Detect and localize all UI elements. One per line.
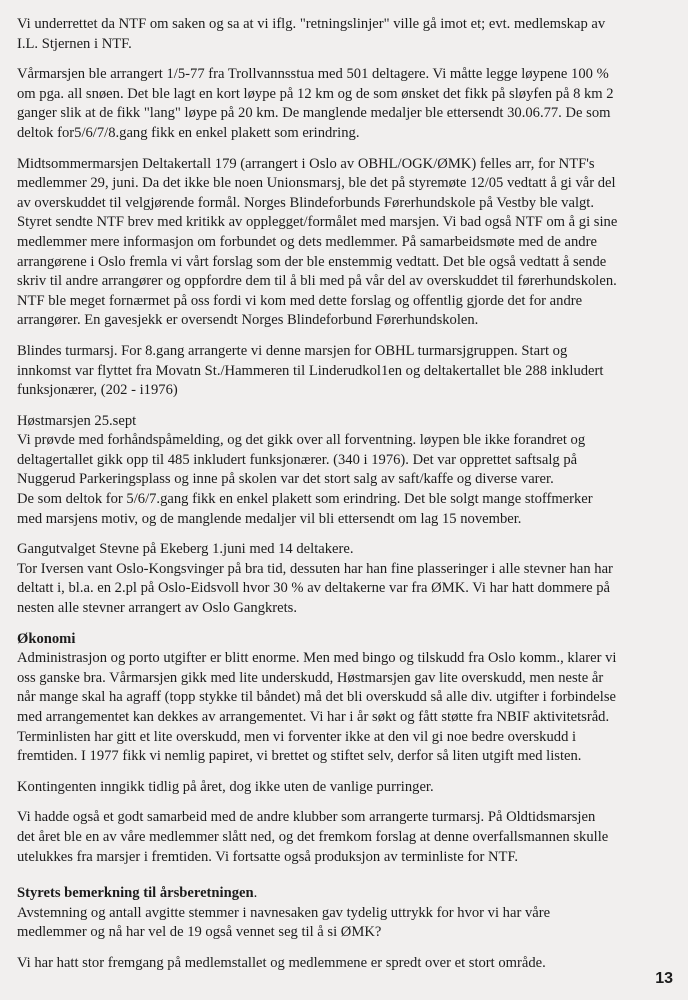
text-line: oss ganske bra. Vårmarsjen gikk med lite underskudd, Høstmarsjen gav lite overskudd, men neste år — [17, 669, 604, 686]
text-line: medlemmer og nå har vel de 19 også vennet seg til å si ØMK? — [17, 924, 382, 941]
heading-text: Styrets bemerkning til årsberetningen — [17, 885, 254, 902]
text-line: Styret sendte NTF brev med kritikk av opplegget/formålet med marsjen. Vi bad også NTF om å gi sine — [17, 214, 618, 231]
text-line: Vi underrettet da NTF om saken og sa at vi iflg. "retningslinjer" ville gå imot et; evt. medlemskap av — [17, 16, 606, 32]
text-line: med marsjens motiv, og de manglende medaljer vil bli ettersendt om lag 15 november. — [17, 510, 522, 527]
text-line: Nuggerud Parkeringsplass og inne på skolen var det stort salg av saft/kaffe og diverse varer. — [17, 471, 554, 488]
paragraph-hostmarsjen — [17, 412, 674, 530]
section-heading-okonomi: Økonomi — [17, 630, 76, 647]
text-line: NTF ble meget fornærmet på oss fordi vi kom med dette forslag og offentlig gjorde det for andre — [17, 292, 583, 309]
heading-punctuation: . — [253, 885, 258, 902]
text-line: De som deltok for 5/6/7.gang fikk en enkel plakett som erindring. Det ble solgt mange stoffmerker — [17, 491, 593, 508]
text-line: Høstmarsjen 25.sept — [17, 412, 137, 429]
paragraph-styrets — [17, 904, 674, 943]
text-line: innkomst var flyttet fra Movatn St./Hammeren til Linderudkol1en og deltakertallet ble 288 inkludert — [17, 362, 604, 379]
page-number: 13 — [655, 970, 673, 987]
paragraph-ntf-notice — [17, 15, 674, 54]
paragraph-midtsommer — [17, 155, 674, 331]
text-line: med arrangementet kan dekkes av arrangementet. Vi har i år søkt og fått støtte fra NBIF aktivitetsråd. — [17, 709, 610, 725]
paragraph-samarbeid — [17, 808, 674, 867]
text-line: medlemmer 29, juni. Da det ikke ble noen Unionsmarsj, ble det på styremøte 12/05 vedtatt å gi vår del — [17, 175, 616, 192]
text-line: Gangutvalget Stevne på Ekeberg 1.juni med 14 deltakere. — [17, 541, 354, 558]
paragraph-fremgang — [17, 954, 674, 974]
text-line: skriv til andre arrangører og oppfordre dem til å bli med på vår del av overskuddet til førerhundskolen. — [17, 273, 617, 290]
text-line: Avstemning og antall avgitte stemmer i navnesaken gav tydelig uttrykk for hvor vi har våre — [17, 904, 551, 921]
text-line: Tor Iversen vant Oslo-Kongsvinger på bra tid, dessuten har han fine plasseringer i alle stevner han har — [17, 560, 613, 577]
text-line: medlemmer mere informasjon om forbundet og dets medlemmer. På samarbeidsmøte med de andre — [17, 233, 597, 250]
text-line: Vi hadde også et godt samarbeid med de andre klubber som arrangerte turmarsj. På Oldtidsmarsjen — [17, 809, 596, 826]
paragraph-gangutvalget — [17, 540, 674, 618]
section-heading-styrets — [17, 884, 674, 904]
text-line: fremtiden. I 1977 fikk vi nemlig papiret, vi brettet og stiftet selv, derfor så liten utgift med listen. — [17, 748, 582, 765]
text-line: av overskuddet til velgjørende formål. Norges Blindeforbunds Førerhundskole på Vestby ble valgt. — [17, 194, 595, 211]
text-line: Terminlisten har gitt et lite overskudd, men vi forventer ikke at den vil gi noe bedre overskudd i — [17, 728, 577, 745]
text-line: Vi prøvde med forhåndspåmelding, og det gikk over all forventning. løypen ble ikke forandret og — [17, 432, 586, 449]
text-line: funksjonærer, (202 - i1976) — [17, 382, 178, 399]
text-line: deltok for5/6/7/8.gang fikk en enkel plakett som erindring. — [17, 124, 360, 141]
text-line: det året ble en av våre medlemmer slått ned, og det fremkom forslag at denne overfallsmannen skulle — [17, 828, 609, 845]
paragraph-kontingenten — [17, 778, 674, 798]
text-line: deltagertallet gikk opp til 485 inkludert funksjonærer. (340 i 1976). Det var opprettet saftsalg på — [17, 451, 578, 468]
text-line: Kontingenten inngikk tidlig på året, dog ikke uten de vanlige purringer. — [17, 778, 434, 795]
text-line: I.L. Stjernen i NTF. — [17, 35, 132, 52]
text-line: Midtsommermarsjen Deltakertall 179 (arrangert i Oslo av OBHL/OGK/ØMK) felles arr, for NTF's — [17, 155, 595, 172]
text-line: Administrasjon og porto utgifter er blitt enorme. Men med bingo og tilskudd fra Oslo komm., klarer vi — [17, 650, 617, 667]
text-line: når mange skal ha agraff (topp stykke til båndet) må det bli overskudd så alle div. utgifter i forbindelse — [17, 689, 616, 706]
text-line: deltatt i, bl.a. en 2.pl på Oslo-Eidsvoll hvor 30 % av deltakerne var fra ØMK. Vi har hatt dommere på — [17, 580, 610, 597]
text-line: nesten alle stevner arrangert av Oslo Gangkrets. — [17, 600, 298, 617]
text-line: Vårmarsjen ble arrangert 1/5-77 fra Trollvannsstua med 501 deltagere. Vi måtte legge løypene 100 % — [17, 66, 609, 83]
text-line: utelukkes fra marsjer i fremtiden. Vi fortsatte også produksjon av terminliste for NTF. — [17, 848, 519, 865]
paragraph-varmarsjen — [17, 65, 674, 143]
text-line: Blindes turmarsj. For 8.gang arrangerte vi denne marsjen for OBHL turmarsjgruppen. Start og — [17, 342, 568, 359]
text-line: arrangørene i Oslo fremla vi vårt forslag som der ble enstemmig vedtatt. Det ble også vedtatt å sende — [17, 253, 607, 270]
text-line: Vi har hatt stor fremgang på medlemstallet og medlemmene er spredt over et stort område. — [17, 954, 546, 971]
paragraph-okonomi — [17, 649, 674, 767]
text-line: om pga. all snøen. Det ble lagt en kort løype på 12 km og de som ønsket det fikk på sløyfen på 8 km 2 — [17, 85, 614, 102]
paragraph-blindes — [17, 342, 674, 401]
text-line: ganger slik at de fikk "lang" løype på 20 km. De manglende medaljer ble ettersendt 30.06.77. De som — [17, 105, 611, 122]
text-line: arrangører. En gavesjekk er oversendt Norges Blindeforbund Førerhundskolen. — [17, 312, 479, 329]
